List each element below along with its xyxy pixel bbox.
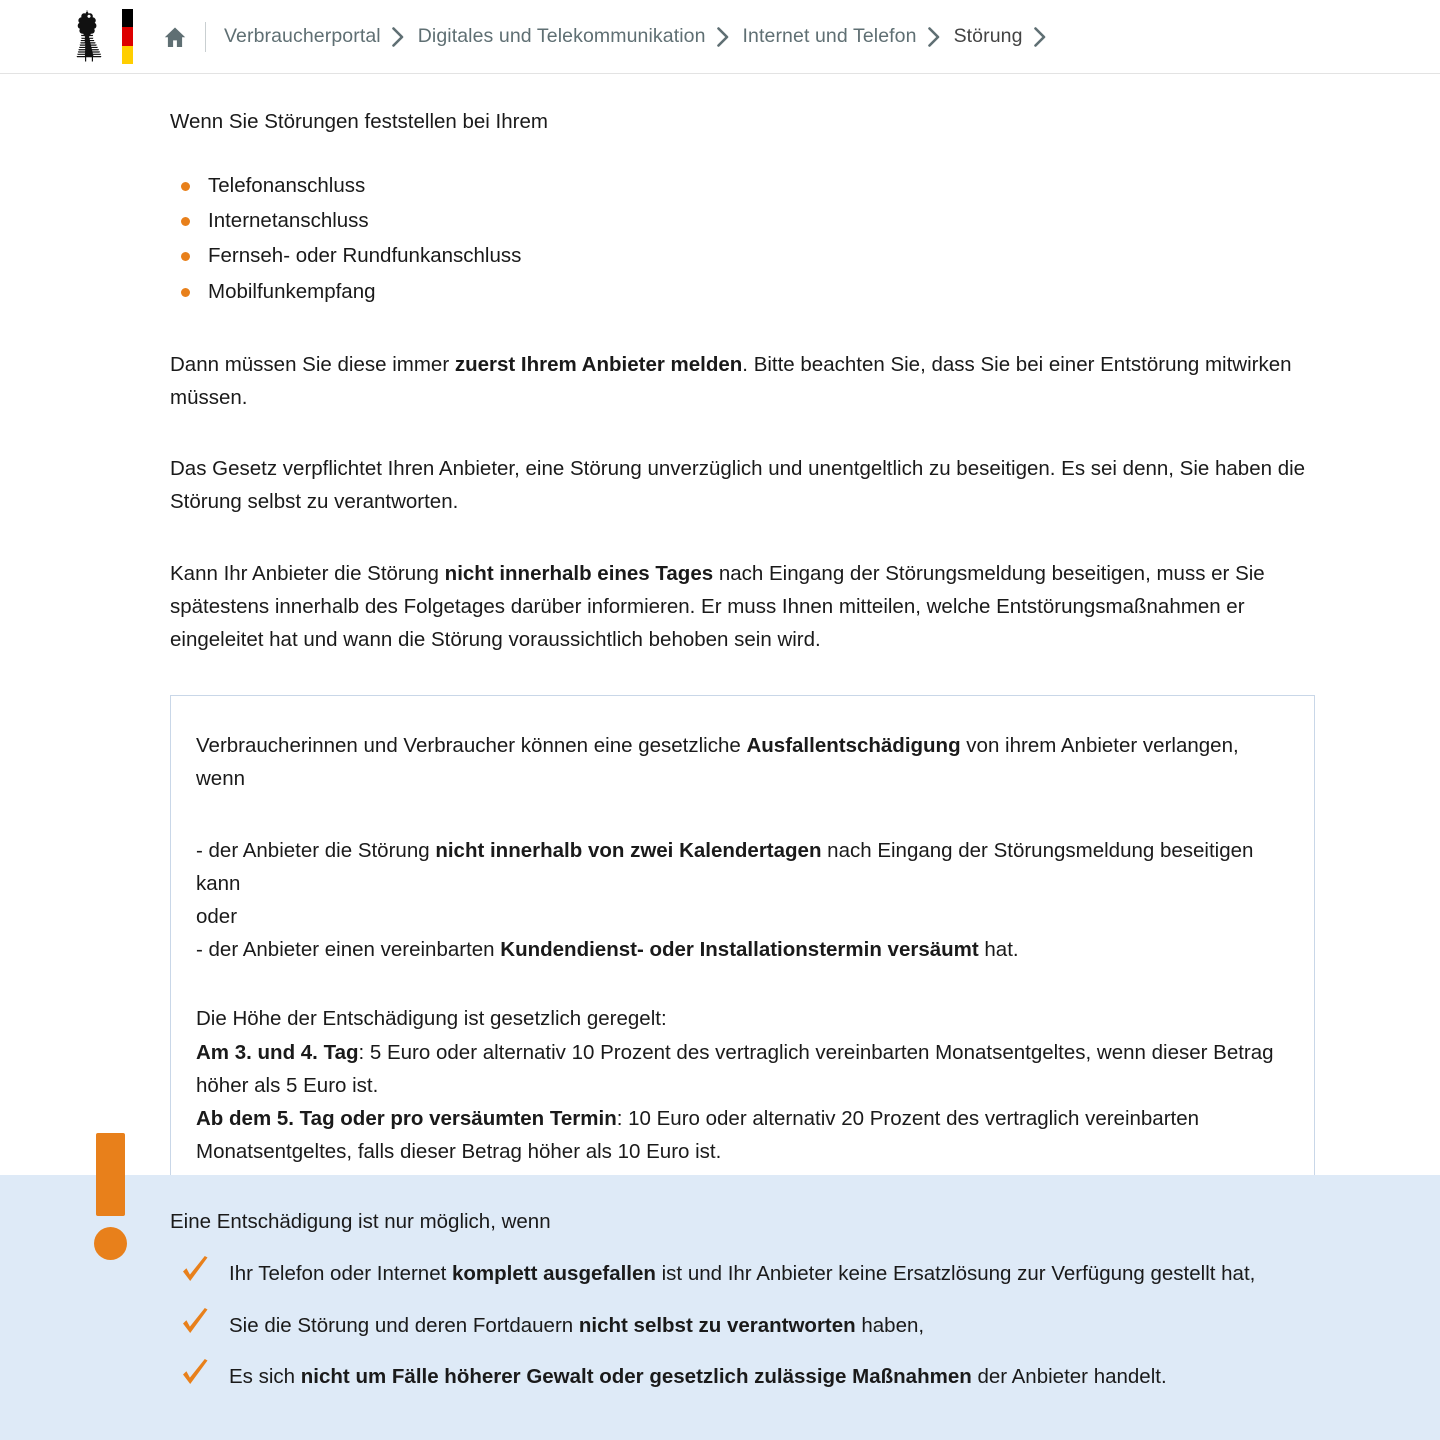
checkmark-icon (178, 1253, 212, 1287)
chevron-right-icon (928, 27, 940, 47)
text-fragment: : 10 Euro oder alternativ 20 Prozent des vertraglich vereinbarten Monatsentgeltes, falls dieser Betrag höher als 10 Euro ist. (196, 1107, 1200, 1164)
highlight-panel-title: Eine Entschädigung ist nur möglich, wenn (170, 1210, 551, 1233)
breadcrumb (163, 22, 1060, 52)
exclamation-mark-icon (96, 1133, 132, 1260)
exclamation-dot (94, 1227, 127, 1260)
disruption-type-list (181, 168, 1440, 309)
text-fragment: : 5 Euro oder alternativ 10 Prozent des vertraglich vereinbarten Monatsentgeltes, wenn dieser Betrag höher als 5 Euro ist. (196, 1040, 1274, 1097)
text-fragment: - der Anbieter einen vereinbarten (196, 938, 501, 962)
infobox-conjunction: oder (196, 905, 238, 928)
text-fragment: . Bitte beachten Sie, dass Sie bei einer Entstörung mitwirken müssen. (170, 352, 1292, 409)
text-emphasis: komplett ausgefallen (452, 1261, 656, 1285)
main-content (0, 74, 1440, 1203)
text-fragment: Sie die Störung und deren Fortdauern (229, 1313, 579, 1337)
flag-stripe-red (122, 27, 133, 46)
home-icon[interactable] (163, 25, 187, 49)
text-emphasis: nicht innerhalb von zwei Kalendertagen (435, 838, 822, 862)
breadcrumb-item-internet-und-telefon[interactable]: Internet und Telefon (742, 25, 917, 47)
federal-logo-block (66, 6, 133, 68)
infobox-amount-heading: Die Höhe der Entschädigung ist gesetzlich geregelt: (196, 1007, 667, 1031)
list-item (170, 1362, 1440, 1393)
text-fragment: ist und Ihr Anbieter keine Ersatzlösung zur Verfügung gestellt hat, (655, 1261, 1256, 1285)
compensation-conditions-list (170, 1259, 1440, 1393)
text-fragment: Es sich (229, 1365, 301, 1389)
infobox-condition-two-calendar-days (196, 834, 1280, 900)
conditions-highlight-panel (0, 1175, 1440, 1440)
text-emphasis: Ab dem 5. Tag oder pro versäumten Termin (196, 1107, 617, 1131)
list-item: Fernseh- oder Rundfunkanschluss (181, 238, 1440, 273)
checkmark-icon (178, 1305, 212, 1339)
checkmark-icon (178, 1356, 212, 1390)
breadcrumb-divider (205, 22, 206, 52)
text-fragment: Verbraucherinnen und Verbraucher können eine gesetzliche (196, 734, 747, 758)
paragraph-legal-obligation: Das Gesetz verpflichtet Ihren Anbieter, eine Störung unverzüglich und unentgeltlich zu beseitigen. Es sei denn, Sie haben die Störung selbst zu verantworten. (170, 457, 1306, 514)
compensation-info-box (170, 695, 1315, 1203)
list-item: Mobilfunkempfang (181, 274, 1440, 309)
text-fragment: hat. (978, 938, 1019, 962)
list-item (170, 1311, 1440, 1342)
infobox-amount-day-3-4 (196, 1036, 1280, 1102)
list-item: Internetanschluss (181, 203, 1440, 238)
text-fragment: - der Anbieter die Störung (196, 838, 436, 862)
chevron-right-icon (392, 27, 404, 47)
chevron-right-icon (717, 27, 729, 47)
paragraph-one-day-rule (170, 557, 1318, 657)
breadcrumb-item-verbraucherportal[interactable]: Verbraucherportal (224, 25, 381, 47)
chevron-right-icon (1034, 27, 1046, 47)
text-emphasis: zuerst Ihrem Anbieter melden (454, 352, 743, 376)
list-item (170, 1259, 1440, 1290)
text-emphasis: Kundendienst- oder Installationstermin versäumt (500, 938, 979, 962)
text-fragment: Ihr Telefon oder Internet (229, 1261, 452, 1285)
paragraph-report-to-provider (170, 348, 1318, 414)
flag-stripe-gold (122, 46, 133, 65)
text-fragment: nach Eingang der Störungsmeldung beseitigen, muss er Sie spätestens innerhalb des Folgetages darüber informieren. Er muss Ihnen mitteilen, welche Entstörungsmaßnahmen er eingeleitet hat und wann die Störung voraussichtlich behoben sein wird. (170, 561, 1265, 651)
text-fragment: der Anbieter handelt. (971, 1365, 1167, 1389)
text-fragment: von ihrem Anbieter verlangen, wenn (196, 734, 1239, 791)
text-emphasis: Am 3. und 4. Tag (196, 1040, 359, 1064)
list-item: Telefonanschluss (181, 168, 1440, 203)
flag-stripe-black (122, 9, 133, 28)
text-emphasis: Ausfallentschädigung (746, 734, 961, 758)
text-emphasis: nicht selbst zu verantworten (578, 1313, 856, 1337)
lead-paragraph: Wenn Sie Störungen feststellen bei Ihrem (170, 110, 548, 133)
text-fragment: Kann Ihr Anbieter die Störung (170, 561, 445, 585)
text-fragment: nach Eingang der Störungsmeldung beseitigen kann (196, 838, 1254, 895)
breadcrumb-item-digitales-und-telekommunikation[interactable]: Digitales und Telekommunikation (417, 25, 706, 47)
infobox-condition-missed-appointment (196, 933, 1280, 966)
site-header (0, 0, 1440, 74)
bundesadler-eagle-icon (66, 8, 112, 66)
text-fragment: Dann müssen Sie diese immer (170, 352, 455, 376)
exclamation-bar (96, 1133, 125, 1216)
infobox-intro (196, 729, 1280, 795)
infobox-amount-day-5-plus (196, 1102, 1280, 1168)
breadcrumb-item-stoerung[interactable]: Störung (953, 25, 1023, 47)
text-emphasis: nicht um Fälle höherer Gewalt oder gesetzlich zulässige Maßnahmen (300, 1365, 972, 1389)
text-emphasis: nicht innerhalb eines Tages (444, 561, 714, 585)
german-flag-bar (122, 9, 133, 65)
text-fragment: haben, (855, 1313, 925, 1337)
